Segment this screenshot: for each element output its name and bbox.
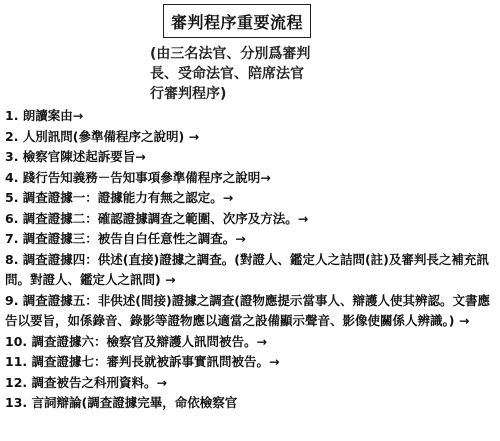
- procedure-list: [5, 106, 497, 414]
- step-item: 11. 調查證據七：審判長就被訴事實訊問被告。→: [5, 354, 280, 369]
- step-item: 13. 言詞辯論(調查證據完畢，命依檢察官: [5, 395, 238, 410]
- subtitle: [150, 44, 350, 104]
- subtitle-line: 行審判程序): [150, 86, 227, 102]
- step-item: 3. 檢察官陳述起訴要旨→: [5, 149, 146, 164]
- step-item: 6. 調查證據二：確認證據調查之範圍、次序及方法。→: [5, 210, 309, 226]
- step-item: 8. 調查證據四：供述(直接)證據之調查。(對證人、鑑定人之詰問(註)及審判長之補充訊問。對證人、鑑定人之訊問) →: [5, 251, 489, 287]
- step-item: 2. 人別訊問(參準備程序之說明) →: [5, 128, 200, 144]
- subtitle-line: 長、受命法官、陪席法官: [150, 66, 304, 82]
- subtitle-line: (由三名法官、分別爲審判: [150, 46, 311, 62]
- step-item: 12. 調查被告之科刑資料。→: [5, 374, 167, 390]
- step-item: 5. 調查證據一：證據能力有無之認定。→: [5, 190, 234, 205]
- step-item: 1. 朗讀案由→: [5, 108, 84, 123]
- step-item: 4. 踐行告知義務－告知事項參準備程序之說明→: [5, 169, 271, 185]
- page-title: 審判程序重要流程: [163, 4, 311, 38]
- step-item: 10. 調查證據六：檢察官及辯護人訊問被告。→: [5, 333, 267, 349]
- step-item: 7. 調查證據三：被告自白任意性之調查。→: [5, 231, 246, 246]
- step-item: 9. 調查證據五：非供述(間接)證據之調查(證物應提示當事人、辯護人使其辨認。文書應告以要旨，如係錄音、錄影等證物應以適當之設備顯示聲音、影像使關係人辨識。) →: [5, 292, 490, 328]
